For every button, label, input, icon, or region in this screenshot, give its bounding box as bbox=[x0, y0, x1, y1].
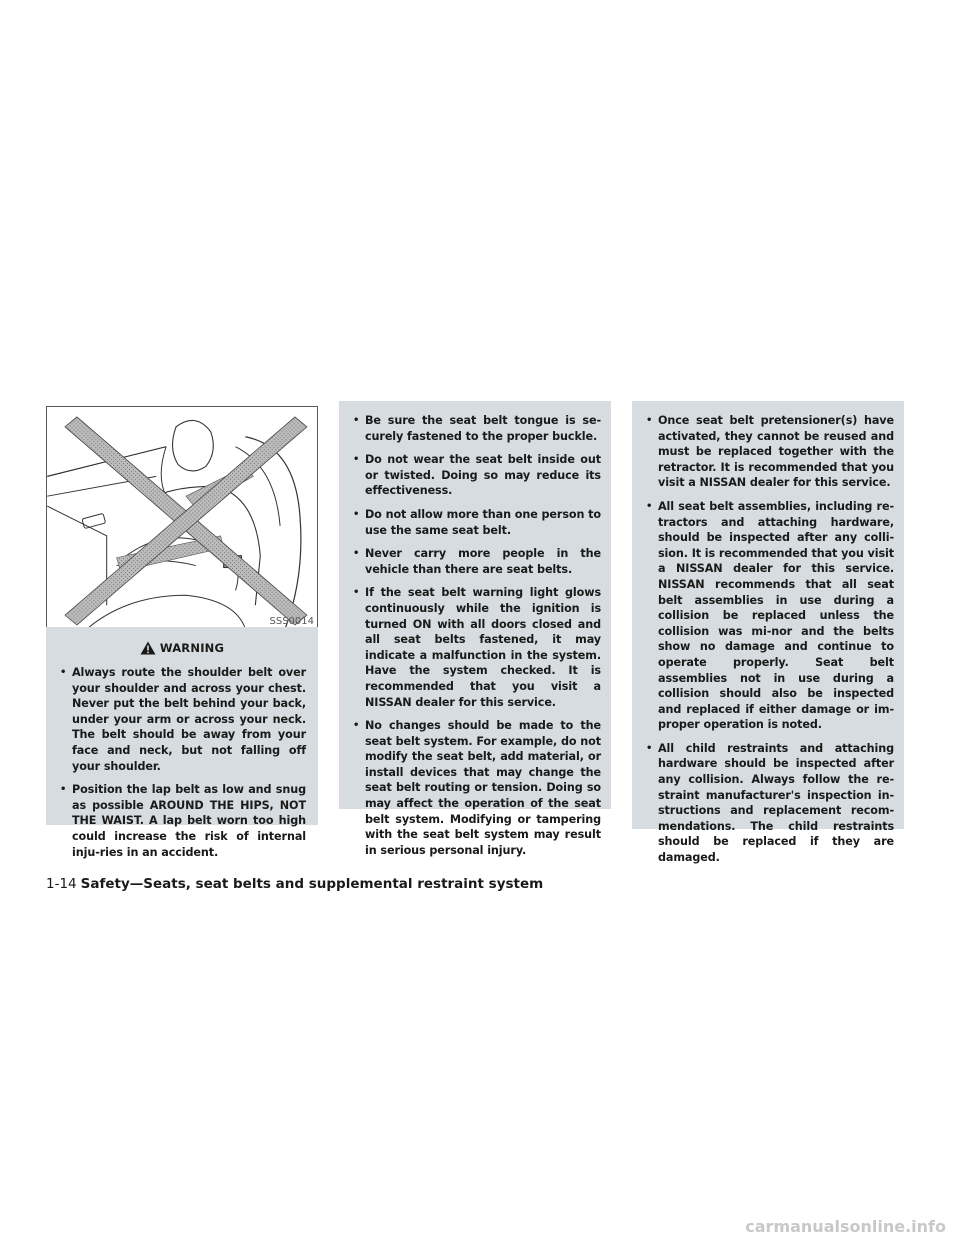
watermark: carmanualsonline.info bbox=[745, 1217, 946, 1236]
warning-heading bbox=[58, 641, 306, 655]
list-item: • Do not wear the seat belt inside out or twisted. Doing so may reduce its effectiveness. bbox=[351, 452, 601, 499]
page-footer bbox=[46, 876, 543, 892]
warning-panel-continued bbox=[632, 401, 904, 865]
list-item: • Once seat belt pretensioner(s) have activated, they cannot be reused and must be replaced together with the retractor. It is recommended that you visit a NISSAN dealer for this service. bbox=[644, 413, 894, 491]
warning-panel bbox=[46, 627, 318, 859]
section-title: Safety—Seats, seat belts and supplemental restraint system bbox=[80, 876, 544, 892]
list-item: • Position the lap belt as low and snug as possible AROUND THE HIPS, NOT THE WAIST. A lap belt worn too high could increase the risk of internal inju-ries in an accident. bbox=[58, 782, 306, 860]
list-item: • Do not allow more than one person to use the same seat belt. bbox=[351, 507, 601, 538]
incorrect-belt-position-drawing bbox=[47, 407, 317, 629]
figure-code: SSS0014 bbox=[269, 616, 314, 627]
warning-list bbox=[58, 665, 306, 860]
warning-list bbox=[644, 413, 894, 866]
list-item: • If the seat belt warning light glows continuously while the ignition is turned ON with all doors closed and all seat belts fastened, it may indicate a malfunction in the system. Have the system checked. It is recommended that you visit a NISSAN dealer for this service. bbox=[351, 585, 601, 710]
seat-belt-illustration bbox=[46, 406, 318, 630]
list-item: • All child restraints and attaching hardware should be inspected after any collision. Always follow the re-straint manufacturer's inspection in-structions and replacement recom-mendations. The child restraints should be replaced if they are damaged. bbox=[644, 741, 894, 866]
list-item: • Never carry more people in the vehicle than there are seat belts. bbox=[351, 546, 601, 577]
warning-triangle-icon bbox=[140, 641, 156, 655]
warning-panel-continued bbox=[339, 401, 611, 857]
warning-heading-text: WARNING bbox=[159, 641, 225, 655]
list-item: • All seat belt assemblies, including re-tractors and attaching hardware, should be inspected after any colli-sion. It is recommended that you visit a NISSAN dealer for this service. NISSAN recommends that all seat belt assemblies in use during a collision be replaced unless the collision was mi-nor and the belts show no damage and continue to operate properly. Seat belt assemblies not in use during a collision should also be inspected and replaced if either damage or im-proper operation is noted. bbox=[644, 499, 894, 733]
page-number: 1-14 bbox=[46, 876, 77, 892]
warning-list bbox=[351, 413, 601, 858]
list-item: • No changes should be made to the seat belt system. For example, do not modify the seat belt, add material, or install devices that may change the seat belt routing or tension. Doing so may affect the operation of the seat belt system. Modifying or tampering with the seat belt system may result in serious personal injury. bbox=[351, 718, 601, 858]
list-item: • Be sure the seat belt tongue is se-curely fastened to the proper buckle. bbox=[351, 413, 601, 444]
list-item: • Always route the shoulder belt over your shoulder and across your chest. Never put the belt behind your back, under your arm or across your neck. The belt should be away from your face and neck, but not falling off your shoulder. bbox=[58, 665, 306, 774]
